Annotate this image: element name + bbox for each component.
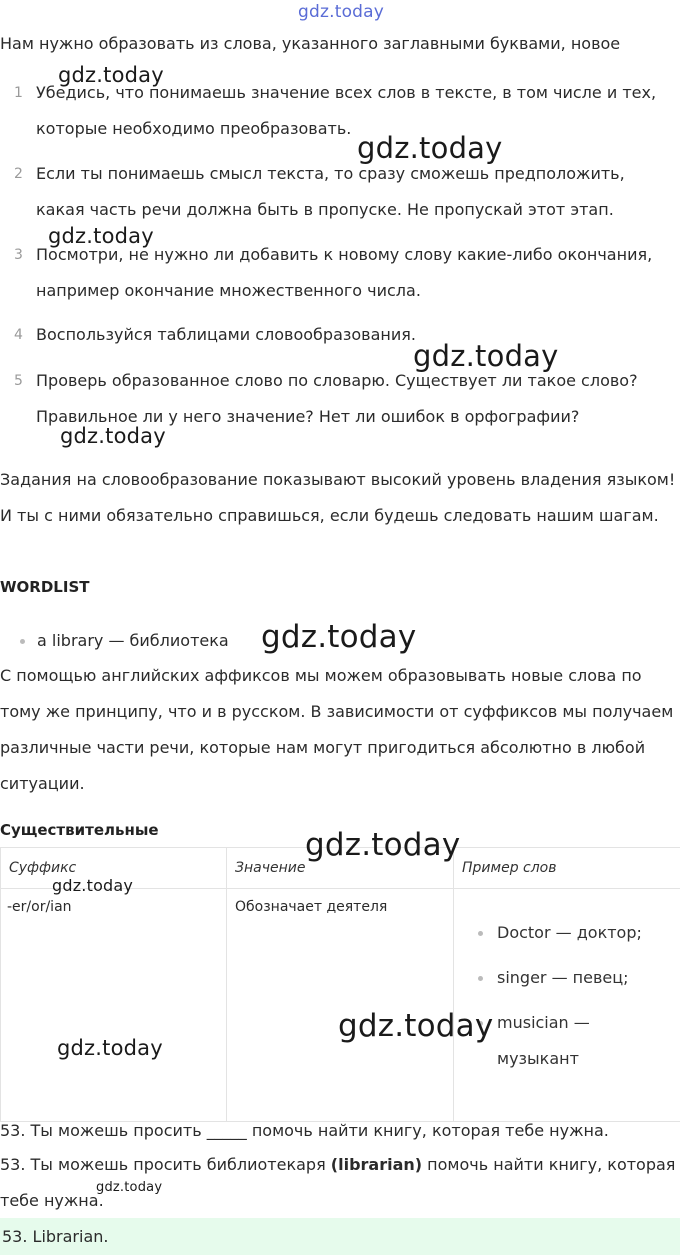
watermark: gdz.today xyxy=(305,827,461,863)
list-item xyxy=(20,631,229,650)
bullet-icon xyxy=(478,931,483,936)
wordlist-heading: WORDLIST xyxy=(0,578,90,596)
table-row xyxy=(1,889,680,1122)
solution-suffix: помочь найти книгу, которая xyxy=(422,1155,676,1174)
affixes-text: С помощью английских аффиксов мы можем образовывать новые слова по тому же принципу, что и в русском. В зависимости от суффиксов мы получаем различные части речи, которые нам могут пригодиться абсолютно в любой ситуации. xyxy=(0,666,674,793)
step-text: Посмотри, не нужно ли добавить к новому слову какие-либо окончания, например окончание множественного числа. xyxy=(36,245,653,300)
answer-text: 53. Librarian. xyxy=(2,1227,109,1246)
meaning-cell: Обозначает деятеля xyxy=(227,889,454,1122)
nouns-heading: Существительные xyxy=(0,821,159,839)
watermark: gdz.today xyxy=(96,1180,163,1195)
step-text: Воспользуйся таблицами словообразования. xyxy=(36,325,416,344)
list-item xyxy=(478,915,642,951)
step-number: 1 xyxy=(14,85,23,101)
solution-prefix: 53. Ты можешь просить библиотекаря xyxy=(0,1155,331,1174)
example-text: singer — певец; xyxy=(497,968,629,987)
step-item xyxy=(0,156,676,228)
watermark: gdz.today xyxy=(357,131,503,165)
example-text: музыкант xyxy=(497,1049,579,1068)
watermark: gdz.today xyxy=(48,224,154,248)
watermark: gdz.today xyxy=(261,619,417,655)
step-item xyxy=(0,237,676,309)
intro-text: Нам нужно образовать из слова, указанного заглавными буквами, новое xyxy=(0,34,621,53)
step-number: 5 xyxy=(14,373,23,389)
bullet-icon xyxy=(20,639,25,644)
watermark: gdz.today xyxy=(57,1036,163,1060)
watermark: gdz.today xyxy=(413,339,559,373)
table-header-cell: Суффикс xyxy=(1,848,227,889)
task-solution xyxy=(0,1147,676,1219)
answer-bar xyxy=(0,1218,680,1255)
example-text: Doctor — доктор; xyxy=(497,923,642,942)
step-text: Если ты понимаешь смысл текста, то сразу сможешь предположить, какая часть речи должна быть в пропуске. Не пропускай этот этап. xyxy=(36,164,625,219)
examples-cell xyxy=(454,889,680,1122)
step-item xyxy=(0,363,676,435)
task-question: 53. Ты можешь просить _____ помочь найти книгу, которая тебе нужна. xyxy=(0,1121,609,1140)
solution-line2: тебе нужна. xyxy=(0,1191,104,1210)
watermark: gdz.today xyxy=(52,876,134,895)
list-item xyxy=(478,960,629,996)
list-item xyxy=(478,1005,590,1041)
wordlist-item-text: a library — библиотека xyxy=(37,631,229,650)
watermark: gdz.today xyxy=(58,63,164,87)
step-number: 2 xyxy=(14,166,23,182)
watermark: gdz.today xyxy=(298,2,385,22)
step-number: 4 xyxy=(14,327,23,343)
step-text: Проверь образованное слово по словарю. Существует ли такое слово? Правильное ли у него значение? Нет ли ошибок в орфографии? xyxy=(36,371,638,426)
step-number: 3 xyxy=(14,247,23,263)
watermark: gdz.today xyxy=(60,424,166,448)
example-text: musician — xyxy=(497,1013,590,1032)
step-text: Убедись, что понимаешь значение всех слов в тексте, в том числе и тех, которые необходимо преобразовать. xyxy=(36,83,657,138)
step-item xyxy=(0,317,676,353)
table-header-cell: Значение xyxy=(227,848,454,889)
watermark: gdz.today xyxy=(338,1008,494,1044)
suffix-cell: -er/or/ian xyxy=(1,889,227,1122)
bullet-icon xyxy=(478,976,483,981)
table-header-cell: Пример слов xyxy=(454,848,680,889)
list-item-continuation xyxy=(497,1041,579,1077)
step-item xyxy=(0,75,676,147)
conclusion-text: Задания на словообразование показывают высокий уровень владения языком! И ты с ними обязательно справишься, если будешь следовать нашим шагам. xyxy=(0,470,676,525)
solution-highlight: (librarian) xyxy=(330,1155,423,1174)
